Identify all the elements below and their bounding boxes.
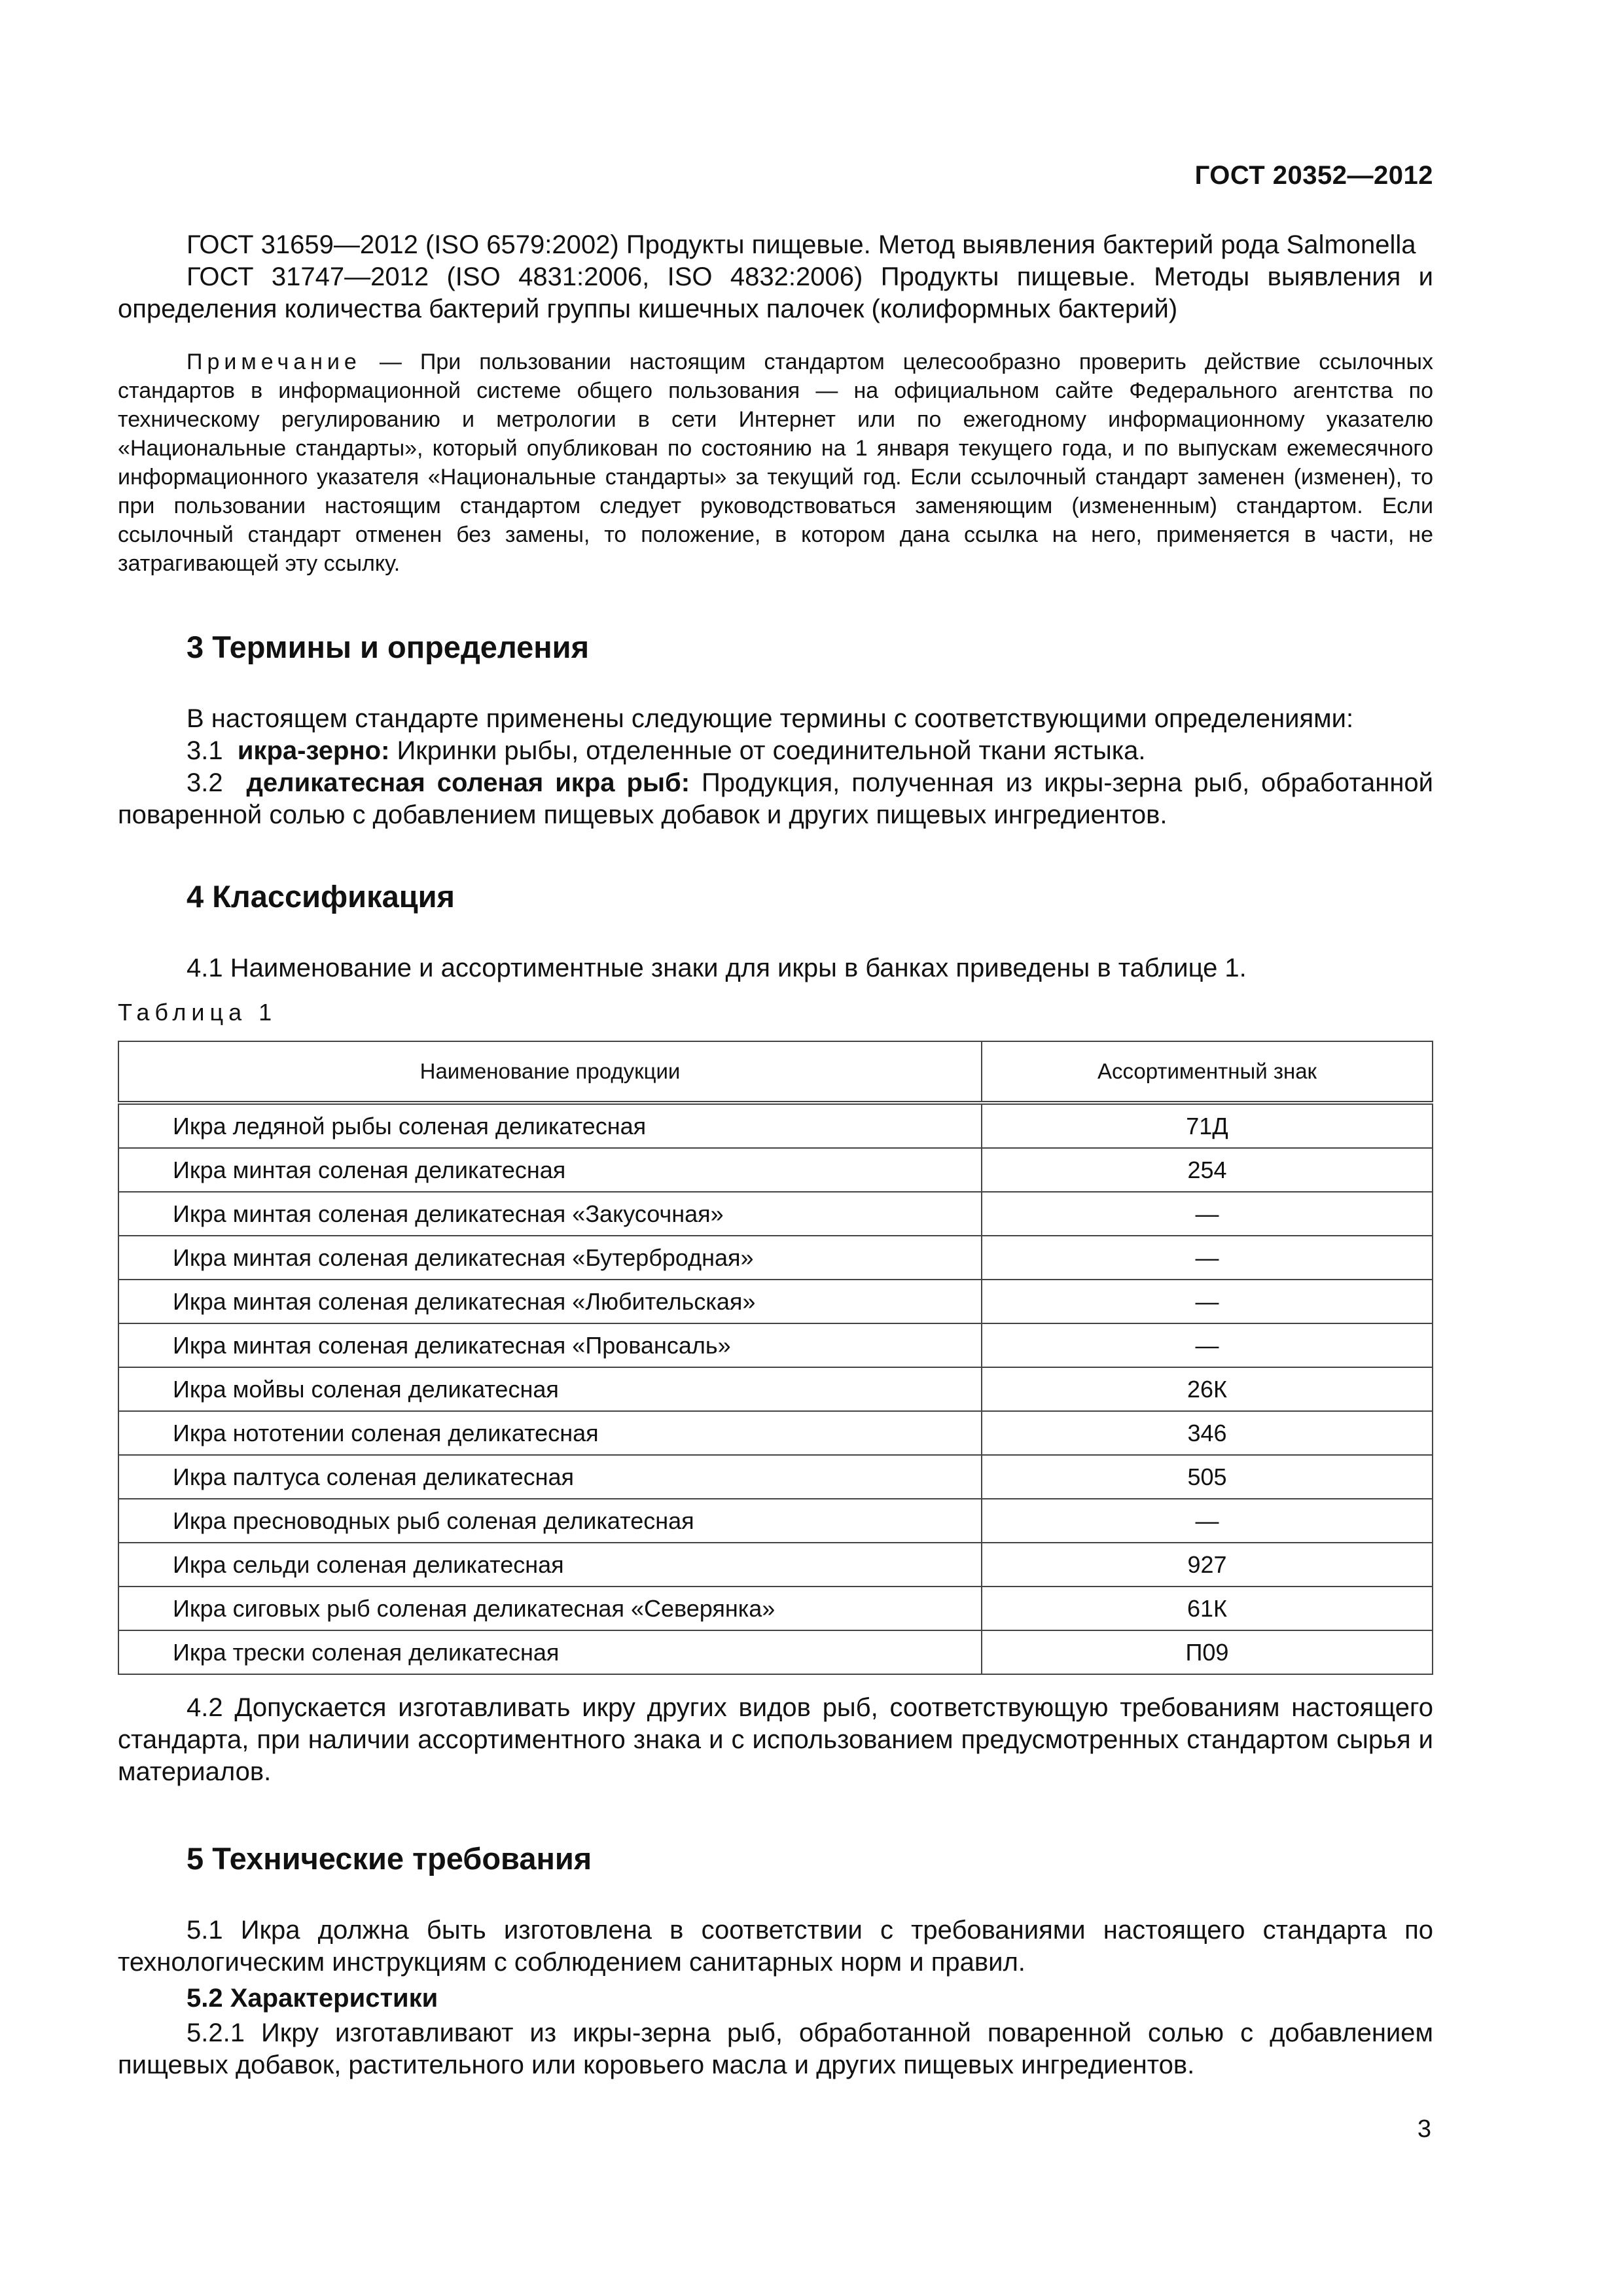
document-header-code: ГОСТ 20352—2012: [1194, 161, 1433, 190]
product-name: Икра минтая соленая деликатесная «Бутербродная»: [118, 1236, 982, 1280]
subsection-5-2-heading: 5.2 Характеристики: [187, 1984, 438, 2013]
note-label: Примечание: [187, 350, 361, 374]
assortment-table: [118, 1041, 1433, 1675]
section-4-paragraph-1: 4.1 Наименование и ассортиментные знаки для икры в банках приведены в таблице 1.: [187, 954, 1247, 982]
term-definition: Икринки рыбы, отделенные от соединительной ткани ястыка.: [397, 736, 1146, 765]
table-row: [118, 1367, 1433, 1411]
section-5-paragraph-1: 5.1 Икра должна быть изготовлена в соответствии с требованиями настоящего стандарта по технологическим инструкциям с соблюдением санитарных норм и правил.: [118, 1916, 1433, 1977]
assortment-code: 346: [982, 1411, 1433, 1455]
section-3-intro: В настоящем стандарте применены следующие термины с соответствующими определениями:: [187, 704, 1354, 733]
term-name: икра-зерно:: [237, 736, 390, 765]
table-caption: Таблица 1: [118, 999, 277, 1026]
product-name: Икра минтая соленая деликатесная: [118, 1148, 982, 1192]
product-name: Икра трески соленая деликатесная: [118, 1630, 982, 1674]
page-number: 3: [1417, 2115, 1431, 2143]
assortment-code: 927: [982, 1543, 1433, 1587]
term-number: 3.2: [187, 768, 223, 797]
assortment-code: 26К: [982, 1367, 1433, 1411]
assortment-code: —: [982, 1236, 1433, 1280]
table-row: [118, 1499, 1433, 1543]
term-name: деликатесная соленая икра рыб:: [246, 768, 690, 797]
table-row: [118, 1323, 1433, 1367]
table-row: [118, 1543, 1433, 1587]
product-name: Икра нототении соленая деликатесная: [118, 1411, 982, 1455]
reference-item: ГОСТ 31747—2012 (ISO 4831:2006, ISO 4832:2006) Продукты пищевые. Методы выявления и определения количества бактерий группы кишечных палочек (колиформных бактерий): [118, 262, 1433, 323]
section-3-heading: 3 Термины и определения: [187, 630, 589, 664]
product-name: Икра минтая соленая деликатесная «Любительская»: [118, 1280, 982, 1323]
product-name: Икра ледяной рыбы соленая деликатесная: [118, 1103, 982, 1148]
product-name: Икра минтая соленая деликатесная «Провансаль»: [118, 1323, 982, 1367]
section-4-heading: 4 Классификация: [187, 879, 455, 914]
table-row: [118, 1587, 1433, 1630]
table-header-name: Наименование продукции: [118, 1041, 982, 1103]
reference-item: ГОСТ 31659—2012 (ISO 6579:2002) Продукты пищевые. Метод выявления бактерий рода Salmonella: [187, 230, 1416, 259]
table-row: [118, 1236, 1433, 1280]
table-row: [118, 1148, 1433, 1192]
product-name: Икра пресноводных рыб соленая деликатесная: [118, 1499, 982, 1543]
assortment-code: —: [982, 1323, 1433, 1367]
table-header-code: Ассортиментный знак: [982, 1041, 1433, 1103]
table-row: [118, 1455, 1433, 1499]
table-header-row: [118, 1041, 1433, 1103]
product-name: Икра сиговых рыб соленая деликатесная «Северянка»: [118, 1587, 982, 1630]
section-5-heading: 5 Технические требования: [187, 1841, 592, 1876]
table-row: [118, 1280, 1433, 1323]
assortment-code: —: [982, 1280, 1433, 1323]
page-content: [118, 229, 1433, 2081]
assortment-code: 61К: [982, 1587, 1433, 1630]
section-5-paragraph-2: 5.2.1 Икру изготавливают из икры-зерна рыб, обработанной поваренной солью с добавлением пищевых добавок, растительного или коровьего масла и других пищевых ингредиентов.: [118, 2018, 1433, 2079]
table-row: [118, 1411, 1433, 1455]
table-row: [118, 1192, 1433, 1236]
section-4-paragraph-2: 4.2 Допускается изготавливать икру других видов рыб, соответствующую требованиям настоящего стандарта, при наличии ассортиментного знака и с использованием предусмотренных стандартом сырья и материалов.: [118, 1693, 1433, 1786]
assortment-code: П09: [982, 1630, 1433, 1674]
term-number: 3.1: [187, 736, 223, 765]
note-text: — При пользовании настоящим стандартом целесообразно проверить действие ссылочных стандартов в информационной системе общего пользования — на официальном сайте Федерального агентства по техническому регулированию и метрологии в сети Интернет или по ежегодному информационному указателю «Национальные стандарты», который опубликован по состоянию на 1 января текущего года, и по выпускам ежемесячного информационного указателя «Национальные стандарты» за текущий год. Если ссылочный стандарт заменен (изменен), то при пользовании настоящим стандартом следует руководствоваться заменяющим (измененным) стандартом. Если ссылочный стандарт отменен без замены, то положение, в котором дана ссылка на него, применяется в части, не затрагивающей эту ссылку.: [118, 350, 1433, 576]
table-row: [118, 1630, 1433, 1674]
assortment-code: 254: [982, 1148, 1433, 1192]
product-name: Икра минтая соленая деликатесная «Закусочная»: [118, 1192, 982, 1236]
assortment-code: —: [982, 1499, 1433, 1543]
term-definition: Продукция, полученная из икры-зерна рыб, обработанной поваренной солью с добавлением пищевых добавок и других пищевых ингредиентов.: [118, 768, 1433, 829]
assortment-code: 505: [982, 1455, 1433, 1499]
product-name: Икра мойвы соленая деликатесная: [118, 1367, 982, 1411]
term-3-2: [118, 767, 1433, 831]
assortment-code: 71Д: [982, 1103, 1433, 1148]
term-3-1: [118, 735, 1433, 767]
assortment-code: —: [982, 1192, 1433, 1236]
note-paragraph: [118, 348, 1433, 578]
product-name: Икра сельди соленая деликатесная: [118, 1543, 982, 1587]
table-row: [118, 1103, 1433, 1148]
product-name: Икра палтуса соленая деликатесная: [118, 1455, 982, 1499]
